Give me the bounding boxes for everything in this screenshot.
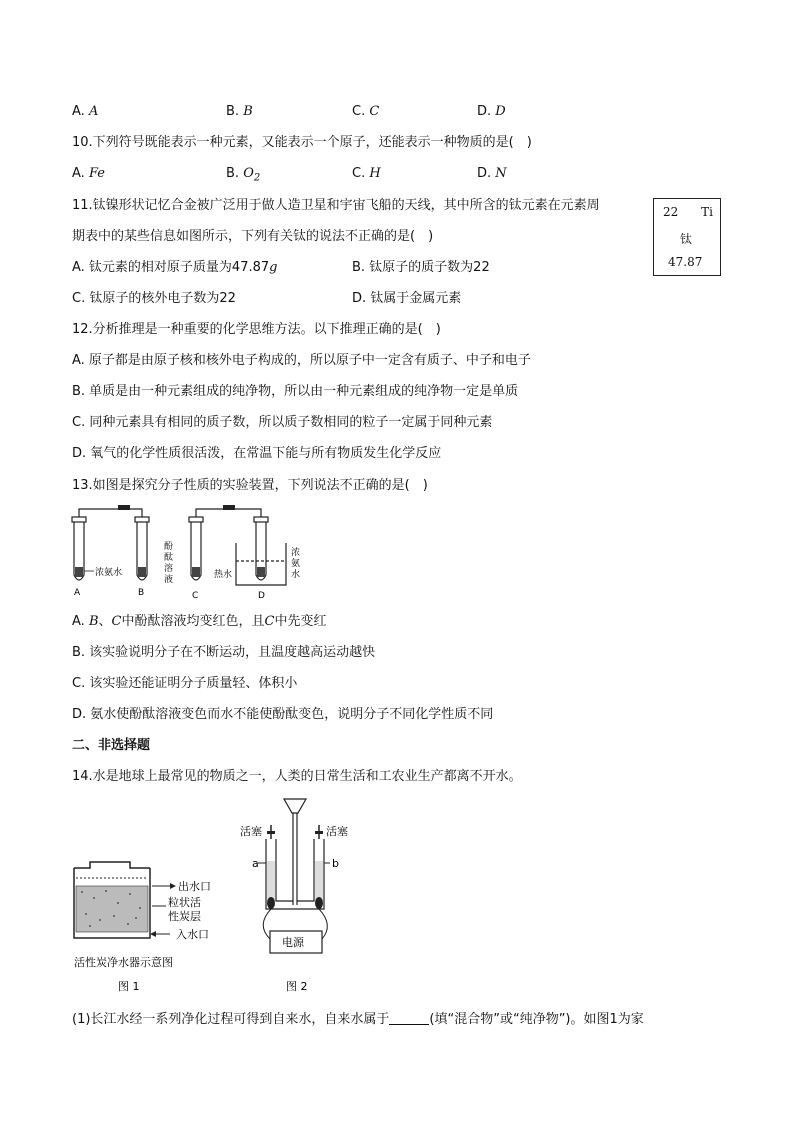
q9-option-d[interactable]: D. D — [477, 104, 506, 119]
q12-stem: 12.分析推理是一种重要的化学思维方法。以下推理正确的是( ) — [72, 322, 441, 337]
molecule-experiment-figure — [68, 505, 318, 605]
label-inlet: 入水口 — [176, 928, 209, 941]
figure2-caption: 图 2 — [286, 980, 308, 993]
stopper-c — [189, 517, 203, 522]
stopper-a — [72, 517, 86, 522]
q12-option-d[interactable]: D. 氧气的化学性质很活泼，在常温下能与所有物质发生化学反应 — [72, 446, 442, 461]
q14-sub1: (1)长江水经一系列净化过程可得到自来水，自来水属于 (填“混合物”或“纯净物”)。如图1为家 — [72, 1012, 644, 1027]
atomic-mass: 47.87 — [668, 255, 703, 269]
label-b: b — [332, 857, 339, 870]
stopper-d — [254, 517, 268, 522]
electrode-right — [315, 897, 323, 909]
q9-option-b[interactable]: B. B — [226, 104, 253, 119]
water-left — [267, 861, 275, 901]
u-tube-inner-left — [276, 839, 293, 901]
liquid-a — [75, 567, 83, 577]
label-ammonia-left: 浓氨水 — [95, 568, 123, 578]
q10-option-b[interactable]: B. $O_2$ — [226, 166, 261, 184]
label-layer-1: 粒状活 — [168, 896, 201, 909]
label-a: a — [252, 857, 259, 870]
q11-stem-line1: 11.钛镍形状记忆合金被广泛用于做人造卫星和宇宙飞船的天线，其中所含的钛元素在元素周 — [72, 198, 600, 213]
q11-stem-line2: 期表中的某些信息如图所示，下列有关钛的说法不正确的是( ) — [72, 229, 434, 244]
label-outlet: 出水口 — [178, 880, 211, 893]
q11-option-d[interactable]: D. 钛属于金属元素 — [352, 291, 462, 306]
label-layer-2: 性炭层 — [168, 910, 201, 923]
q10-option-c[interactable]: C. H — [352, 166, 381, 181]
clip-right — [223, 505, 235, 510]
figure1-caption: 图 1 — [118, 980, 140, 993]
q12-option-b[interactable]: B. 单质是由一种元素组成的纯净物，所以由一种元素组成的纯净物一定是单质 — [72, 384, 519, 399]
section-heading-nonchoice: 二、非选择题 — [72, 738, 151, 753]
label-a: A — [74, 588, 81, 598]
connector-tube-right — [196, 509, 261, 517]
titanium-element-card — [653, 198, 721, 276]
q9-options — [72, 102, 632, 122]
stopper-b — [135, 517, 149, 522]
beaker — [236, 543, 286, 585]
q12-option-c[interactable]: C. 同种元素具有相同的质子数，所以质子数相同的粒子一定属于同种元素 — [72, 415, 493, 430]
label-ammonia-right-3: 水 — [291, 570, 301, 580]
element-symbol: Ti — [701, 205, 713, 219]
q11-option-c[interactable]: C. 钛原子的核外电子数为22 — [72, 291, 236, 306]
q10-option-a[interactable]: A. Fe — [72, 166, 105, 181]
liquid-d — [257, 567, 265, 577]
figure1-title: 活性炭净水器示意图 — [74, 956, 173, 969]
purifier-lid — [74, 862, 150, 868]
q13-option-c[interactable]: C. 该实验还能证明分子质量轻、体积小 — [72, 676, 298, 691]
q10-stem: 10.下列符号既能表示一种元素，又能表示一个原子，还能表示一种物质的是( ) — [72, 135, 532, 150]
atomic-number: 22 — [663, 205, 679, 219]
q11-options-row2 — [72, 289, 632, 309]
answer-blank[interactable] — [389, 1010, 429, 1025]
q12-option-a[interactable]: A. 原子都是由原子核和核外电子构成的，所以原子中一定含有质子、中子和电子 — [72, 353, 531, 368]
u-tube-inner-right — [297, 839, 314, 901]
q10-option-d[interactable]: D. N — [477, 166, 507, 181]
q14-stem: 14.水是地球上最常见的物质之一，人类的日常生活和工农业生产都离不开水。 — [72, 769, 522, 784]
label-d: D — [258, 591, 265, 601]
label-phenol-4: 液 — [164, 575, 174, 585]
label-phenol-3: 溶 — [164, 564, 174, 574]
label-ammonia-right-1: 浓 — [291, 548, 301, 558]
q13-stem: 13.如图是探究分子性质的实验装置，下列说法不正确的是( ) — [72, 478, 428, 493]
label-valve-left: 活塞 — [240, 825, 262, 838]
connector-tube-left — [79, 509, 142, 517]
wire-right — [319, 909, 327, 939]
q13-option-a[interactable]: A. B、C中酚酞溶液均变红色，且C中先变红 — [72, 614, 327, 629]
q9-option-a[interactable]: A. A — [72, 104, 99, 119]
q11-option-b[interactable]: B. 钛原子的质子数为22 — [352, 260, 490, 275]
label-phenol-2: 酞 — [164, 553, 174, 563]
carbon-layer — [76, 886, 148, 932]
water-right — [315, 861, 323, 901]
clip-left — [118, 505, 130, 510]
q11-options-row1 — [72, 258, 632, 278]
q11-option-a[interactable]: A. 钛元素的相对原子质量为47.87g — [72, 260, 278, 275]
liquid-b — [138, 567, 146, 577]
label-b: B — [138, 588, 145, 598]
q10-options — [72, 164, 632, 184]
liquid-c — [192, 567, 200, 577]
label-phenol-1: 酚 — [164, 542, 174, 552]
funnel — [284, 799, 306, 813]
q13-option-d[interactable]: D. 氨水使酚酞溶液变色而水不能使酚酞变色，说明分子不同化学性质不同 — [72, 707, 494, 722]
label-power: 电源 — [282, 936, 304, 949]
q13-option-b[interactable]: B. 该实验说明分子在不断运动，且温度越高运动越快 — [72, 645, 376, 660]
electrode-left — [267, 897, 275, 909]
element-name: 钛 — [680, 232, 693, 246]
label-valve-right: 活塞 — [326, 825, 348, 838]
label-c: C — [192, 591, 199, 601]
label-ammonia-right-2: 氨 — [291, 559, 301, 569]
label-hot-water: 热水 — [214, 570, 233, 580]
q9-option-c[interactable]: C. C — [352, 104, 380, 119]
figure2-electrolysis-apparatus — [240, 795, 370, 998]
figure1-carbon-purifier — [70, 858, 230, 998]
